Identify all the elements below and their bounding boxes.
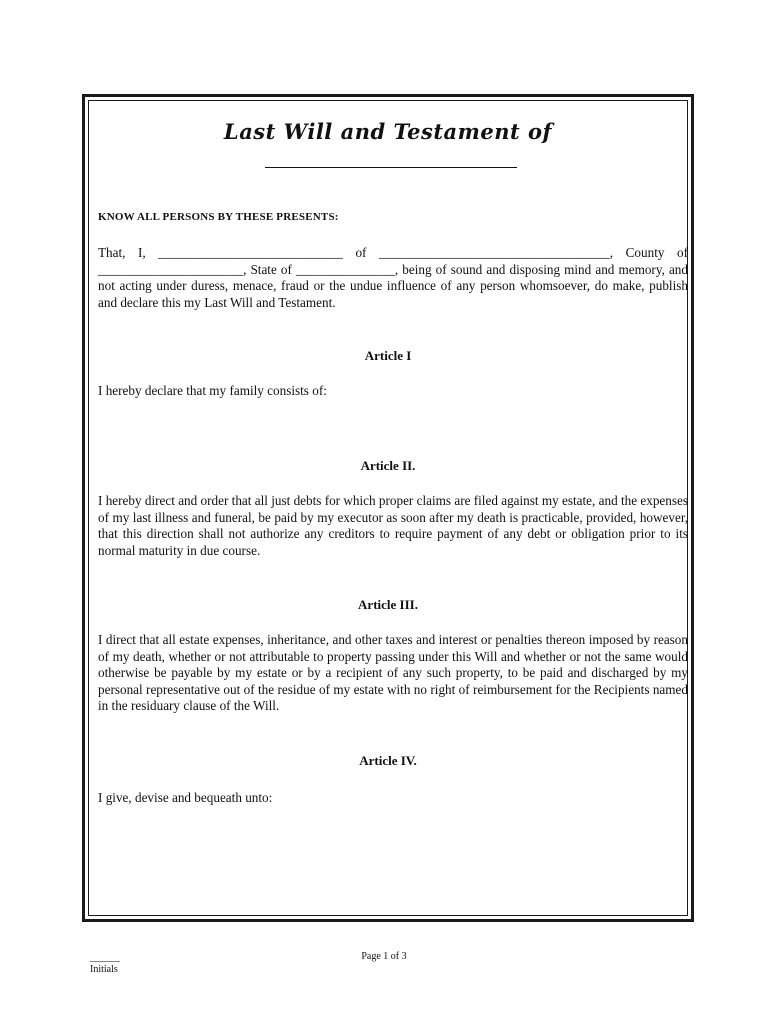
initials-blank-line: ______ [90, 952, 120, 963]
article-2-heading: Article II. [360, 458, 416, 473]
initials-label: Initials [90, 964, 118, 975]
document-border [82, 94, 694, 922]
article-1-text: I hereby declare that my family consists of: [98, 383, 327, 398]
page-number: Page 1 of 3 [361, 951, 407, 962]
opening-statement: KNOW ALL PERSONS BY THESE PRESENTS: [98, 211, 339, 223]
name-blank-line [265, 167, 517, 168]
article-1-heading: Article I [364, 348, 412, 363]
article-3-heading: Article III. [358, 597, 418, 612]
document-inner-border [88, 100, 688, 916]
intro-paragraph: That, I, ____________________________ of ___________________________________, County of ______________________, State of _______________, being of sound and disposing mind and memory, and not acting under duress, menace, fraud or the undue influence of any person whomsoever, do make, publish and declare this my Last Will and Testament. [98, 245, 688, 310]
article-3-text: I direct that all estate expenses, inheritance, and other taxes and interest or penalties thereon imposed by reason of my death, whether or not attributable to property passing under this Will and whether or not the same would otherwise be payable by my estate or by a recipient of any such property, to be paid and discharged by my personal representative out of the residue of my estate with no right of reimbursement for the Recipients named in the residuary clause of the Will. [98, 632, 688, 713]
article-4-heading: Article IV. [359, 753, 417, 768]
article-4-text: I give, devise and bequeath unto: [98, 790, 273, 805]
article-2-text: I hereby direct and order that all just debts for which proper claims are filed against my estate, and the expenses of my last illness and funeral, be paid by my executor as soon after my death is practicable, provided, however, that this direction shall not authorize any creditors to require payment of any debt or obligation prior to its normal maturity in due course. [98, 493, 688, 558]
document-title: Last Will and Testament of [223, 119, 553, 144]
